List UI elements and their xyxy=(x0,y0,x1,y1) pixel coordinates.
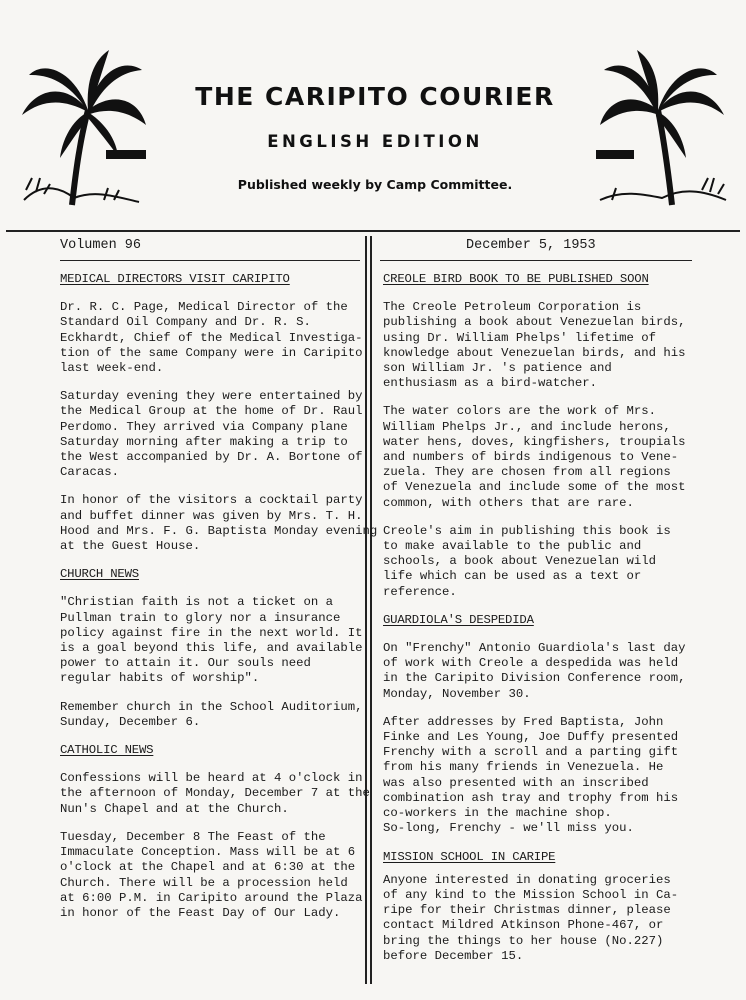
text-line: son William Jr. 's patience and xyxy=(383,361,612,376)
text-line: ripe for their Christmas dinner, please xyxy=(383,903,671,918)
text-line: water hens, doves, kingfishers, troupials xyxy=(383,434,686,449)
text-line: Caracas. xyxy=(60,465,120,480)
newspaper-title: THE CARIPITO COURIER xyxy=(195,82,555,111)
text-line: at the Guest House. xyxy=(60,539,201,554)
text-line: Monday, November 30. xyxy=(383,686,531,701)
text-line: Tuesday, December 8 The Feast of the xyxy=(60,829,326,844)
article-paragraph xyxy=(383,715,693,837)
text-line: "Christian faith is not a ticket on a xyxy=(60,595,334,610)
article-paragraph xyxy=(60,300,364,376)
text-line: the afternoon of Monday, December 7 at the xyxy=(60,786,370,801)
article-paragraph xyxy=(383,641,693,702)
text-line: of Venezuela and include some of the most xyxy=(383,480,686,495)
headline-mission-school: MISSION SCHOOL IN CARIPE xyxy=(383,849,556,864)
text-line: Dr. R. C. Page, Medical Director of the xyxy=(60,300,348,315)
text-line: Nun's Chapel and at the Church. xyxy=(60,801,289,816)
column-divider-left xyxy=(365,236,367,984)
meta-rule-left xyxy=(60,260,360,261)
text-line: Finke and Les Young, Joe Duffy presented xyxy=(383,730,679,745)
text-line: Confessions will be heard at 4 o'clock in xyxy=(60,771,363,786)
text-line: Pullman train to glory nor a insurance xyxy=(60,610,341,625)
headline-guardiola: GUARDIOLA'S DESPEDIDA xyxy=(383,612,534,627)
column-divider-right xyxy=(370,236,372,984)
text-line: Saturday evening they were entertained by xyxy=(60,389,363,404)
text-line: Perdomo. They arrived via Company plane xyxy=(60,419,348,434)
text-line: In honor of the visitors a cocktail party xyxy=(60,493,363,508)
headline-bird-book: CREOLE BIRD BOOK TO BE PUBLISHED SOON xyxy=(383,272,649,286)
article-paragraph xyxy=(383,300,693,391)
volume-number: Volumen 96 xyxy=(60,238,142,253)
text-line: schools, a book about Venezuelan wild xyxy=(383,554,657,569)
text-line: the West accompanied by Dr. A. Bortone of xyxy=(60,450,363,465)
text-line: and buffet dinner was given by Mrs. T. H. xyxy=(60,508,363,523)
palm-tree-right-illustration xyxy=(592,40,732,220)
text-line: Eckhardt, Chief of the Medical Investiga- xyxy=(60,330,363,345)
text-line: before December 15. xyxy=(383,948,524,963)
text-line: common, with others that are rare. xyxy=(383,495,634,510)
left-column xyxy=(60,272,378,934)
text-line: of any kind to the Mission School in Ca- xyxy=(383,887,679,902)
right-column xyxy=(383,272,693,977)
text-line: is a goal beyond this life, and available xyxy=(60,641,363,656)
text-line: bring the things to her house (No.227) xyxy=(383,933,664,948)
article-paragraph xyxy=(60,389,364,480)
text-line: Saturday morning after making a trip to xyxy=(60,434,348,449)
article-paragraph xyxy=(60,700,364,730)
text-line: power to attain it. Our souls need xyxy=(60,656,311,671)
text-line: of work with Creole a despedida was held xyxy=(383,656,679,671)
text-line: regular habits of worship". xyxy=(60,671,260,686)
text-line: zuela. They are chosen from all regions xyxy=(383,465,671,480)
headline-medical: MEDICAL DIRECTORS VISIT CARIPITO xyxy=(60,272,290,286)
issue-date: December 5, 1953 xyxy=(466,238,596,253)
text-line: So-long, Frenchy - we'll miss you. xyxy=(383,821,634,836)
headline-church: CHURCH NEWS xyxy=(60,567,139,582)
text-line: Standard Oil Company and Dr. R. S. xyxy=(60,315,311,330)
text-line: Immaculate Conception. Mass will be at 6 xyxy=(60,845,356,860)
text-line: o'clock at the Chapel and at 6:30 at the xyxy=(60,860,356,875)
text-line: Frenchy with a scroll and a parting gift xyxy=(383,745,679,760)
palm-tree-left-illustration xyxy=(14,40,149,220)
text-line: Church. There will be a procession held xyxy=(60,875,348,890)
article-paragraph xyxy=(383,404,693,510)
text-line: Creole's aim in publishing this book is xyxy=(383,523,671,538)
text-line: combination ash tray and trophy from his xyxy=(383,790,679,805)
text-line: from his many friends in Venezuela. He xyxy=(383,760,664,775)
text-line: policy against fire in the next world. It xyxy=(60,625,363,640)
text-line: in the Caripito Division Conference room, xyxy=(383,671,686,686)
text-line: in honor of the Feast Day of Our Lady. xyxy=(60,905,341,920)
text-line: William Phelps Jr., and include herons, xyxy=(383,419,671,434)
text-line: last week-end. xyxy=(60,361,164,376)
text-line: tion of the same Company were in Caripito xyxy=(60,345,363,360)
text-line: co-workers in the machine shop. xyxy=(383,806,612,821)
article-paragraph xyxy=(60,771,370,817)
text-line: Hood and Mrs. F. G. Baptista Monday evening xyxy=(60,523,378,538)
edition-label: ENGLISH EDITION xyxy=(267,132,483,151)
text-line: reference. xyxy=(383,584,457,599)
text-line: at 6:00 P.M. in Caripito around the Plaza xyxy=(60,890,363,905)
text-line: After addresses by Fred Baptista, John xyxy=(383,714,664,729)
text-line: Sunday, December 6. xyxy=(60,714,201,729)
text-line: Anyone interested in donating groceries xyxy=(383,872,671,887)
text-line: life which can be used as a text or xyxy=(383,569,642,584)
text-line: contact Mildred Atkinson Phone-467, or xyxy=(383,918,664,933)
text-line: to make available to the public and xyxy=(383,539,642,554)
publisher-line: Published weekly by Camp Committee. xyxy=(237,177,513,192)
text-line: using Dr. William Phelps' lifetime of xyxy=(383,330,657,345)
article-paragraph xyxy=(60,595,364,686)
article-paragraph xyxy=(60,830,364,921)
headline-catholic: CATHOLIC NEWS xyxy=(60,743,154,758)
text-line: publishing a book about Venezuelan birds, xyxy=(383,315,686,330)
text-line: the Medical Group at the home of Dr. Raul xyxy=(60,404,363,419)
text-line: On "Frenchy" Antonio Guardiola's last day xyxy=(383,641,686,656)
text-line: The Creole Petroleum Corporation is xyxy=(383,300,642,315)
article-paragraph xyxy=(383,524,693,600)
meta-rule-right xyxy=(380,260,692,261)
article-paragraph xyxy=(60,493,378,554)
text-line: knowledge about Venezuelan birds, and his xyxy=(383,345,686,360)
header-rule xyxy=(6,230,740,232)
text-line: Remember church in the School Auditorium, xyxy=(60,699,363,714)
text-line: The water colors are the work of Mrs. xyxy=(383,404,657,419)
article-paragraph xyxy=(383,873,693,964)
text-line: and numbers of birds indigenous to Vene- xyxy=(383,450,679,465)
text-line: was also presented with an inscribed xyxy=(383,775,649,790)
text-line: enthusiasm as a bird-watcher. xyxy=(383,376,598,391)
